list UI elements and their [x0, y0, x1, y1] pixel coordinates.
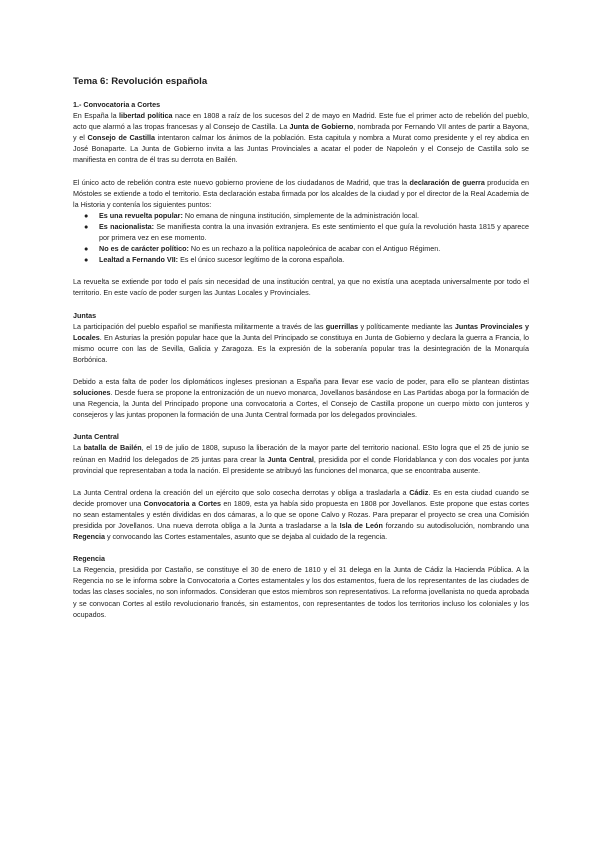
bold-text: Juntas Provinciales y Locales [73, 321, 529, 342]
paragraph [73, 376, 529, 420]
text-run: La [73, 443, 84, 453]
text-run: . Desde fuera se propone la entronización de un nuevo monarca, Jovellanos basándose en Las Partidas aboga por la formación de una Regencia, la Junta del Principado propone una convocatoria a Cortes, el Consejo de Castilla propone un cuerpo mixto con junteros y consejeros y las juntas proponen la formación de una Junta Central formada por los delegados provinciales. [73, 388, 529, 420]
paragraph [73, 321, 529, 365]
bullet-icon: ● [84, 210, 89, 220]
bold-text: guerrillas [325, 321, 359, 331]
bullet-icon: ● [84, 221, 89, 231]
text-run: No es un rechazo a la política napoleónica de acabar con el Antiguo Régimen. [188, 244, 441, 254]
text-run: y convocando las Cortes estamentales, asunto que se dejaba al cuidado de la regencia. [104, 532, 388, 542]
bold-text: Convocatoria a Cortes [143, 498, 222, 508]
bold-text: Junta de Gobierno [289, 122, 354, 132]
text-run: Es el único sucesor legítimo de la corona española. [178, 255, 345, 265]
text-run: Debido a esta falta de poder los diplomáticos ingleses presionan a España para llevar ese vacío de poder, para ello se plantean distintas [73, 376, 529, 386]
bold-text: soluciones [73, 388, 111, 398]
text-run: , presidida por el conde Floridablanca y con dos vocales por junta provincial que representaban a toda la nación. El presidente se atribuyó las funciones del monarca, que se encontraba ausente. [73, 454, 530, 475]
bold-text: Cádiz [409, 487, 429, 497]
bullet-icon: ● [84, 244, 89, 254]
bold-text: libertad política [119, 111, 173, 121]
bold-text: batalla de Bailén [83, 443, 142, 453]
bold-text: declaración de guerra [409, 177, 485, 187]
text-run: La Regencia, presidida por Castaño, se constituye el 30 de enero de 1810 y el 31 delega en la Junta de Cádiz la Hacienda Pública. A la Regencia no se le informa sobre la Convocatoria a Cortes estamentales y los dos estamentos, fuera de los representantes de las ciudades de todas las clases sociales, no son informados. Consideran que estos miembros son representativos. La reforma jovellanista no queda aprobada y se convocan Cortes al estilo revolucionario francés, sin estamentos, con representantes de todos los territorios incluso los coloniales y los ocupados. [73, 565, 529, 619]
text-run: La participación del pueblo español se manifiesta militarmente a través de las [73, 321, 326, 331]
section-heading-junta-central: Junta Central [73, 432, 119, 442]
bold-text: Junta Central [267, 454, 314, 464]
text-run: Se manifiesta contra la una invasión extranjera. Es este sentimiento el que guía la revolución hasta 1815 y aparece por primera vez en ese momento. [99, 221, 529, 243]
bold-text: No es de carácter político: [99, 244, 189, 254]
paragraph [73, 487, 529, 542]
bold-text: Regencia [73, 532, 105, 542]
section-heading-juntas: Juntas [73, 310, 97, 320]
text-run: y políticamente mediante las [358, 321, 455, 331]
bold-text: Isla de León [339, 521, 383, 530]
bold-text: Consejo de Castilla [87, 133, 156, 143]
text-run: , nombrada por Fernando VII antes de partir a Bayona, y el [73, 122, 530, 143]
paragraph [73, 177, 529, 210]
paragraph [73, 564, 529, 619]
list-item [73, 243, 529, 254]
bold-text: Es nacionalista: [99, 221, 155, 231]
bold-text: Es una revuelta popular: [99, 210, 183, 220]
text-run: La revuelta se extiende por todo el país sin necesidad de una institución central, ya que no existía una aceptada universalmente por todo el territorio. En este vacío de poder surgen las Juntas Locales y Provinciales. [73, 277, 529, 298]
list-item [73, 254, 529, 265]
text-run: producida en Móstoles se extiende a todo el territorio. Esta declaración estaba firmada por los alcaldes de la ciudad y por el director de la Real Academia de la Historia y contenía los siguientes puntos: [73, 177, 529, 209]
text-run: forzando su autodisolución, nombrando una [382, 521, 529, 530]
text-run: , el 19 de julio de 1808, supuso la liberación de la mayor parte del territorio nacional. ESto logra que el 25 de junio se reúnan en Madrid los delegados de 25 juntas para crear la [73, 443, 529, 464]
document-page [73, 76, 529, 620]
text-run: nace en 1808 a raíz de los sucesos del 2 de mayo en Madrid. Este fue el primer acto de rebelión del pueblo, acto que alarmó a las tropas francesas y al Consejo de Castilla. La [73, 111, 529, 132]
text-run: en 1809, esta ya había sido propuesta en 1808 por Jovellanos. Este propone que estas cortes no sean estamentales y estén divididas en dos cámaras, a lo que se opone Calvo y Rozas. Para preparar el proyecto se crea una Comisión presidida por Jovellanos. Una nueva derrota obliga a la Junta a trasladarse a la [73, 498, 529, 530]
bold-text: Lealtad a Fernando VII: [99, 255, 179, 265]
list-item [73, 221, 529, 243]
text-run: La Junta Central ordena la creación del un ejército que solo cosecha derrotas y obliga a trasladarla a [73, 487, 410, 497]
section-heading-regencia: Regencia [73, 554, 105, 564]
text-run: . En Asturias la presión popular hace que la Junta del Principado se constituya en Junta de Gobierno y declara la guerra a Francia, lo mismo ocurre con las de Sevilla, Galicia y Zaragoza. Es la expresión de la soberanía popular tras la desintegración de la Monarquía Borbónica. [73, 332, 529, 364]
paragraph [73, 110, 529, 165]
paragraph [73, 276, 529, 298]
text-run: . Es en esta ciudad cuando se decide promover una [73, 487, 529, 508]
bullet-list [73, 210, 529, 265]
text-run: El único acto de rebelión contra este nuevo gobierno proviene de los ciudadanos de Madrid, que tras la [73, 177, 410, 187]
bullet-icon: ● [84, 255, 89, 265]
list-item [73, 210, 529, 221]
document-title: Tema 6: Revolución española [73, 76, 208, 87]
text-run: intentaron calmar los ánimos de la población. Esta capitula y nombra a Murat como presidente y el rey abdica en José Bonaparte. La Junta de Gobierno invita a las Juntas Provinciales a acatar el poder de Napoleón y el Consejo de Castilla solo se manifiesta en contra de él tras su derrota en Bailén. [73, 133, 530, 165]
text-run: En España la [73, 111, 120, 121]
text-run: No emana de ninguna institución, simplemente de la administración local. [182, 210, 419, 220]
paragraph [73, 442, 529, 475]
section-heading-convocatoria: 1.- Convocatoria a Cortes [73, 100, 161, 109]
